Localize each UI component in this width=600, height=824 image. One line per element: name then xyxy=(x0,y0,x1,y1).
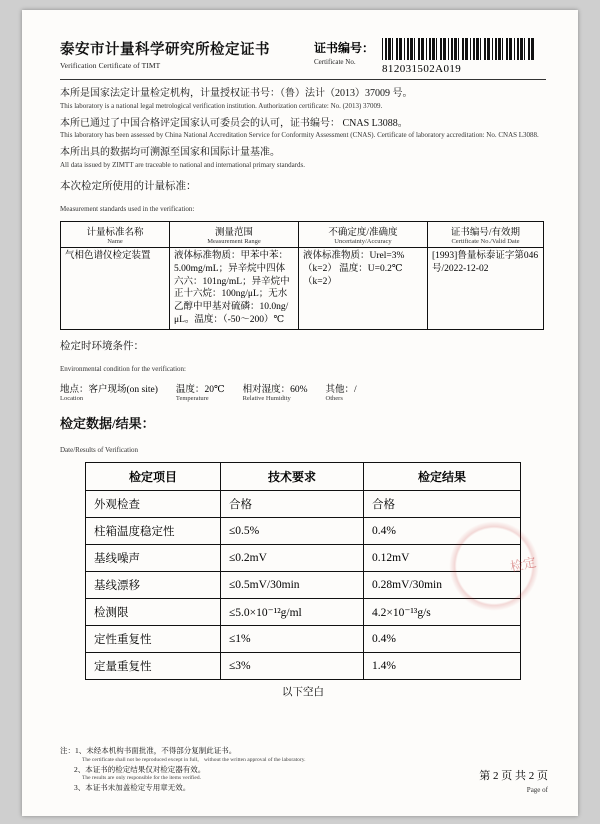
document-header xyxy=(60,38,546,75)
result-value-2: 0.12mV xyxy=(364,544,521,571)
standard-range-value: 液体标准物质：甲苯中苯：5.00mg/mL；异辛烷中四体六六：101ng/mL；异辛烷中正十六烷：100ng/μL；无水乙醇中甲基对硫磷：10.0ng/μL。温度：（-50～200）℃ xyxy=(170,248,299,330)
footer-note-2-en: The results are only responsible for the items verified. xyxy=(82,775,201,782)
environment-others-label-en: Others xyxy=(325,395,343,403)
result-requirement-5: ≤1% xyxy=(221,625,364,652)
table-header-row xyxy=(86,462,521,490)
environment-section-label xyxy=(60,340,546,374)
environment-others xyxy=(326,381,357,402)
standard-name-value: 气相色谱仪检定装置 xyxy=(61,248,170,330)
footer-note-1: 注：1、未经本机构书面批准，不得部分复制此证书。 xyxy=(60,746,237,755)
verification-results-table xyxy=(85,462,521,680)
footer-note-1-en: The certificate shall not be reproduced except in full， without the written approval of the laboratory. xyxy=(82,756,306,763)
environment-location xyxy=(60,381,158,402)
standards-label-en: Measurement standards used in the verification: xyxy=(60,204,195,213)
column-name xyxy=(61,222,170,248)
result-item-3: 基线漂移 xyxy=(86,571,221,598)
page-number-block xyxy=(479,767,548,794)
page-title: 泰安市计量科学研究所检定证书 xyxy=(60,42,270,58)
environment-humidity-label-en: Relative Humidity xyxy=(242,395,291,403)
result-requirement-1: ≤0.5% xyxy=(221,517,364,544)
table-row xyxy=(86,490,521,517)
page-number-en: Page of xyxy=(526,786,548,794)
results-section-heading xyxy=(60,415,546,455)
statement-3-en: All data issued by ZIMTT are traceable to national and international primary standards. xyxy=(60,160,305,169)
certificate-number-label-cn: 证书编号： xyxy=(314,41,375,55)
result-requirement-4: ≤5.0×10⁻¹²g/ml xyxy=(221,598,364,625)
table-row xyxy=(61,248,544,330)
environment-location-label: 地点： xyxy=(60,385,89,396)
red-seal-stamp-text: 检定 xyxy=(508,554,538,575)
table-row xyxy=(86,598,521,625)
barcode-icon xyxy=(382,38,534,60)
certificate-number-value: 812031502A019 xyxy=(382,63,462,75)
environment-values-row xyxy=(60,381,546,402)
footer-note-3: 3、本证书未加盖检定专用章无效。 xyxy=(74,783,191,793)
table-row xyxy=(86,517,521,544)
standard-uncertainty-value: 液体标准物质：Urel=3%（k=2） 温度：U=0.2℃（k=2） xyxy=(299,248,428,330)
column-uncertainty xyxy=(299,222,428,248)
result-item-6: 定量重复性 xyxy=(86,652,221,679)
column-range xyxy=(170,222,299,248)
results-column-result: 检定结果 xyxy=(364,462,521,490)
measurement-standards-table xyxy=(60,221,544,330)
result-value-4: 4.2×10⁻¹³g/s xyxy=(364,598,521,625)
column-uncertainty-en: Uncertainty/Accuracy xyxy=(334,238,392,246)
table-row xyxy=(86,652,521,679)
result-requirement-0: 合格 xyxy=(221,490,364,517)
result-item-2: 基线噪声 xyxy=(86,544,221,571)
result-item-5: 定性重复性 xyxy=(86,625,221,652)
environment-others-value: / xyxy=(354,385,357,396)
result-item-1: 柱箱温度稳定性 xyxy=(86,517,221,544)
column-name-en: Name xyxy=(107,238,123,246)
result-value-5: 0.4% xyxy=(364,625,521,652)
table-row xyxy=(86,544,521,571)
column-certificate-cn: 证书编号/有效期 xyxy=(450,228,521,239)
footer-note-2: 2、本证书的检定结果仅对检定器有效。 xyxy=(74,764,206,774)
certificate-number-label xyxy=(314,39,374,66)
column-certificate xyxy=(428,222,544,248)
result-requirement-3: ≤0.5mV/30min xyxy=(221,571,364,598)
standards-label-cn: 本次检定所使用的计量标准： xyxy=(60,181,197,193)
table-row xyxy=(86,625,521,652)
environment-humidity-value: 60% xyxy=(290,385,308,396)
environment-label-en: Environmental condition for the verification: xyxy=(60,365,186,374)
table-row xyxy=(86,571,521,598)
column-range-en: Measurement Range xyxy=(207,238,261,246)
certificate-number-label-en: Certificate No. xyxy=(314,58,356,66)
environment-temperature xyxy=(176,381,225,402)
column-range-cn: 测量范围 xyxy=(214,228,253,239)
certificate-number-block xyxy=(314,38,546,75)
standards-section-label xyxy=(60,180,546,214)
environment-location-label-en: Location xyxy=(60,395,84,403)
environment-label-cn: 检定时环境条件： xyxy=(60,341,144,353)
environment-humidity-label: 相对湿度： xyxy=(242,385,291,396)
environment-temperature-label: 温度： xyxy=(175,385,205,396)
header-title-block xyxy=(60,38,306,70)
result-requirement-2: ≤0.2mV xyxy=(221,544,364,571)
column-uncertainty-cn: 不确定度/准确度 xyxy=(328,228,398,239)
certificate-page xyxy=(22,10,578,816)
result-value-1: 0.4% xyxy=(364,517,521,544)
result-value-0: 合格 xyxy=(364,490,521,517)
table-header-row xyxy=(61,222,544,248)
result-requirement-6: ≤3% xyxy=(221,652,364,679)
result-value-6: 1.4% xyxy=(364,652,521,679)
statements-block xyxy=(60,87,546,170)
statement-2-en: This laboratory has been assessed by China National Accreditation Service for Conformity Assessment (CNAS). Certificate of laboratory accreditation: No. CNAS L3088. xyxy=(60,131,539,140)
environment-temperature-label-en: Temperature xyxy=(175,395,209,403)
statement-1-en: This laboratory is a national legal metrological verification institution. Authorization certificate: No. (2013) 37009. xyxy=(60,101,383,110)
results-column-requirement: 技术要求 xyxy=(221,462,364,490)
statement-1-cn: 本所是国家法定计量检定机构，计量授权证书号：（鲁）法计（2013）37009 号。 xyxy=(60,88,413,99)
result-value-3: 0.28mV/30min xyxy=(364,571,521,598)
page-title-english: Verification Certificate of TIMT xyxy=(60,61,161,70)
blank-note: 以下空白 xyxy=(282,686,324,698)
result-item-4: 检测限 xyxy=(86,598,221,625)
environment-humidity xyxy=(243,381,308,402)
statement-3-cn: 本所出具的数据均可溯源至国家和国际计量基准。 xyxy=(60,147,280,159)
results-column-item: 检定项目 xyxy=(86,462,221,490)
statement-2-cn: 本所已通过了中国合格评定国家认可委员会的认可，证书编号： CNAS L3088。 xyxy=(60,117,408,129)
header-divider xyxy=(60,79,546,80)
document-footer xyxy=(60,746,548,794)
results-heading-cn: 检定数据/结果： xyxy=(60,416,155,432)
column-name-cn: 计量标准名称 xyxy=(86,228,144,239)
results-heading-en: Date/Results of Verification xyxy=(60,445,139,454)
environment-others-label: 其他： xyxy=(325,385,355,396)
environment-location-value: 客户现场(on site) xyxy=(88,385,158,396)
page-number-cn: 第 2 页 共 2 页 xyxy=(479,770,548,782)
results-table-wrapper xyxy=(60,462,546,680)
result-item-0: 外观检查 xyxy=(86,490,221,517)
footer-notes xyxy=(60,746,380,794)
column-certificate-en: Certificate No./Valid Date xyxy=(451,238,520,246)
standard-certificate-value: [1993]鲁量标泰证字第046号/2022‑12‑02 xyxy=(428,248,544,330)
environment-temperature-value: 20℃ xyxy=(204,385,225,396)
